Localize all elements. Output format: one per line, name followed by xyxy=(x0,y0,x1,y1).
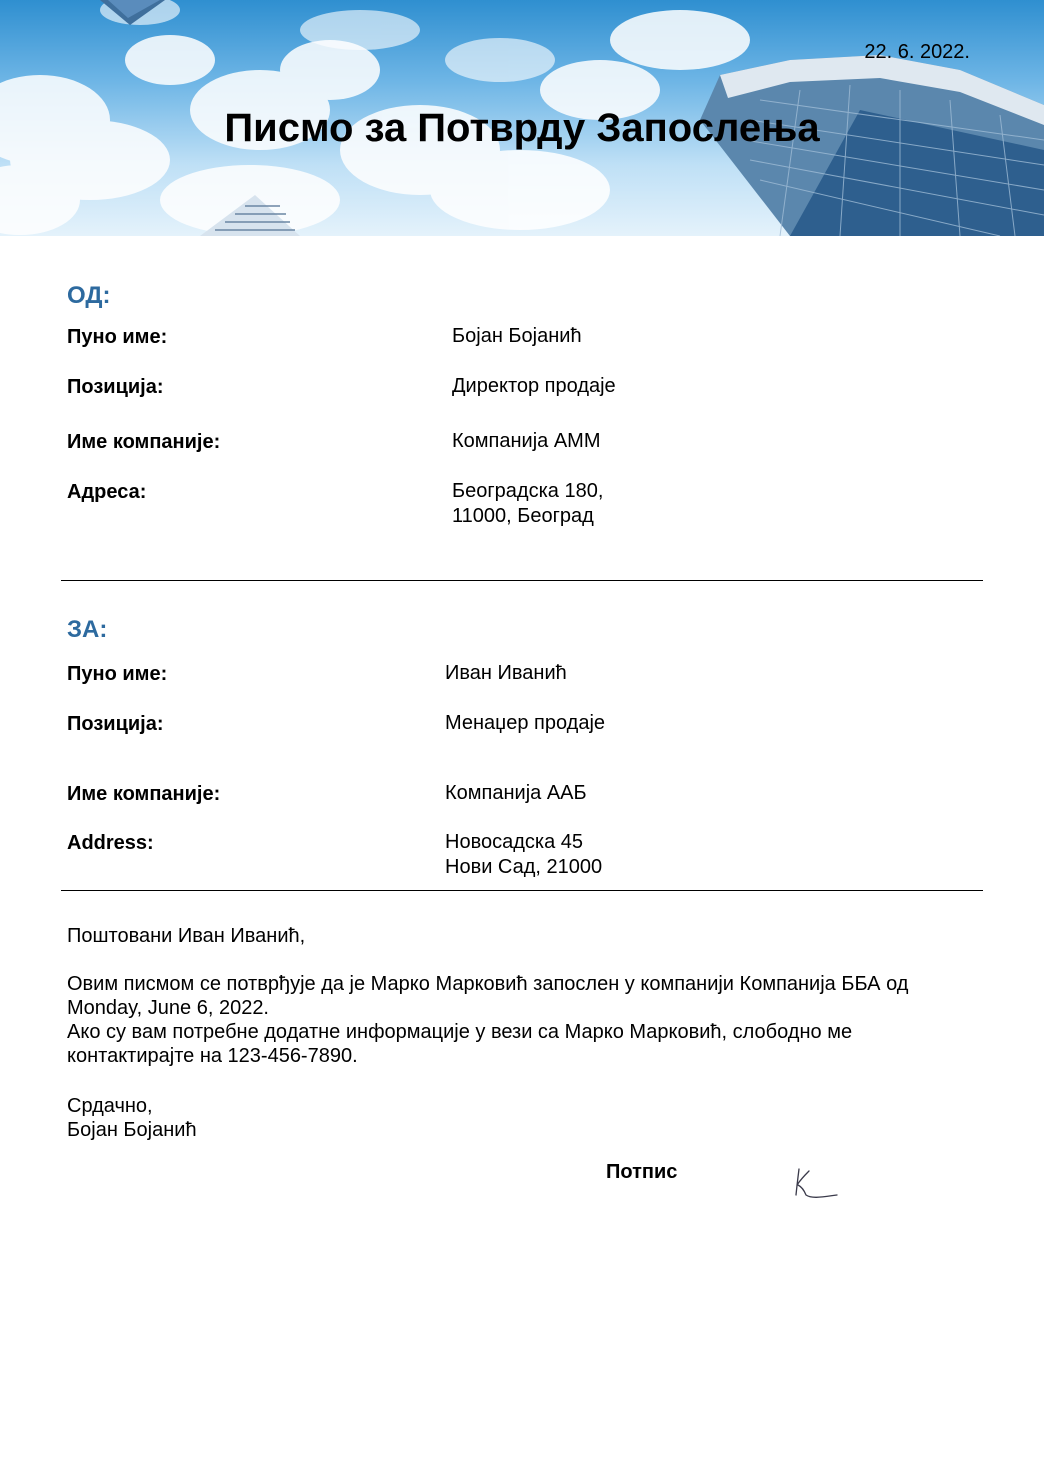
signature-image xyxy=(790,1163,840,1203)
paragraph-line-2: Monday, June 6, 2022. xyxy=(67,997,269,1019)
paragraph-line-1: Овим писмом се потврђује да је Марко Марковић запослен у компанији Компанија ББА од xyxy=(67,973,909,995)
closing-name: Бојан Бојанић xyxy=(67,1119,197,1141)
to-address xyxy=(445,830,602,880)
letter-date: 22. 6. 2022. xyxy=(864,41,970,63)
from-company: Компанија АММ xyxy=(452,430,601,452)
paragraph-line-4: контактирајте на 123-456-7890. xyxy=(67,1045,358,1067)
from-company-label: Име компаније: xyxy=(67,431,221,453)
section-divider-bottom xyxy=(61,890,983,891)
signature-label: Потпис xyxy=(606,1161,678,1183)
from-full-name: Бојан Бојанић xyxy=(452,325,582,347)
to-position: Менаџер продаје xyxy=(445,712,606,734)
section-divider xyxy=(61,580,983,581)
letter-paragraph xyxy=(67,972,987,1068)
to-company-label: Име компаније: xyxy=(67,783,221,805)
to-address-line1: Новосадска 45 xyxy=(445,831,583,853)
to-company: Компанија ААБ xyxy=(445,782,587,804)
to-full-name-label: Пуно име: xyxy=(67,663,168,685)
from-address-line1: Београдска 180, xyxy=(452,480,604,502)
to-position-label: Позиција: xyxy=(67,713,164,735)
paragraph-line-3: Ако су вам потребне додатне информације у вези са Марко Марковић, слободно ме xyxy=(67,1021,853,1043)
from-position-label: Позиција: xyxy=(67,376,164,398)
to-full-name: Иван Иванић xyxy=(445,662,567,684)
from-position: Директор продаје xyxy=(452,375,616,397)
to-address-label: Address: xyxy=(67,832,154,854)
from-address-label: Адреса: xyxy=(67,481,147,503)
document-title: Писмо за Потврду Запослења xyxy=(224,106,820,150)
closing: Срдачно, xyxy=(67,1095,153,1117)
from-address-line2: 11000, Београд xyxy=(452,505,594,527)
from-heading: ОД: xyxy=(67,282,111,309)
header-banner xyxy=(0,0,1044,236)
greeting: Поштовани Иван Иванић, xyxy=(67,925,306,947)
from-full-name-label: Пуно име: xyxy=(67,326,168,348)
closing-block xyxy=(67,1094,987,1142)
to-address-line2: Нови Сад, 21000 xyxy=(445,856,603,878)
to-heading: ЗА: xyxy=(67,616,108,643)
from-address xyxy=(452,479,603,529)
